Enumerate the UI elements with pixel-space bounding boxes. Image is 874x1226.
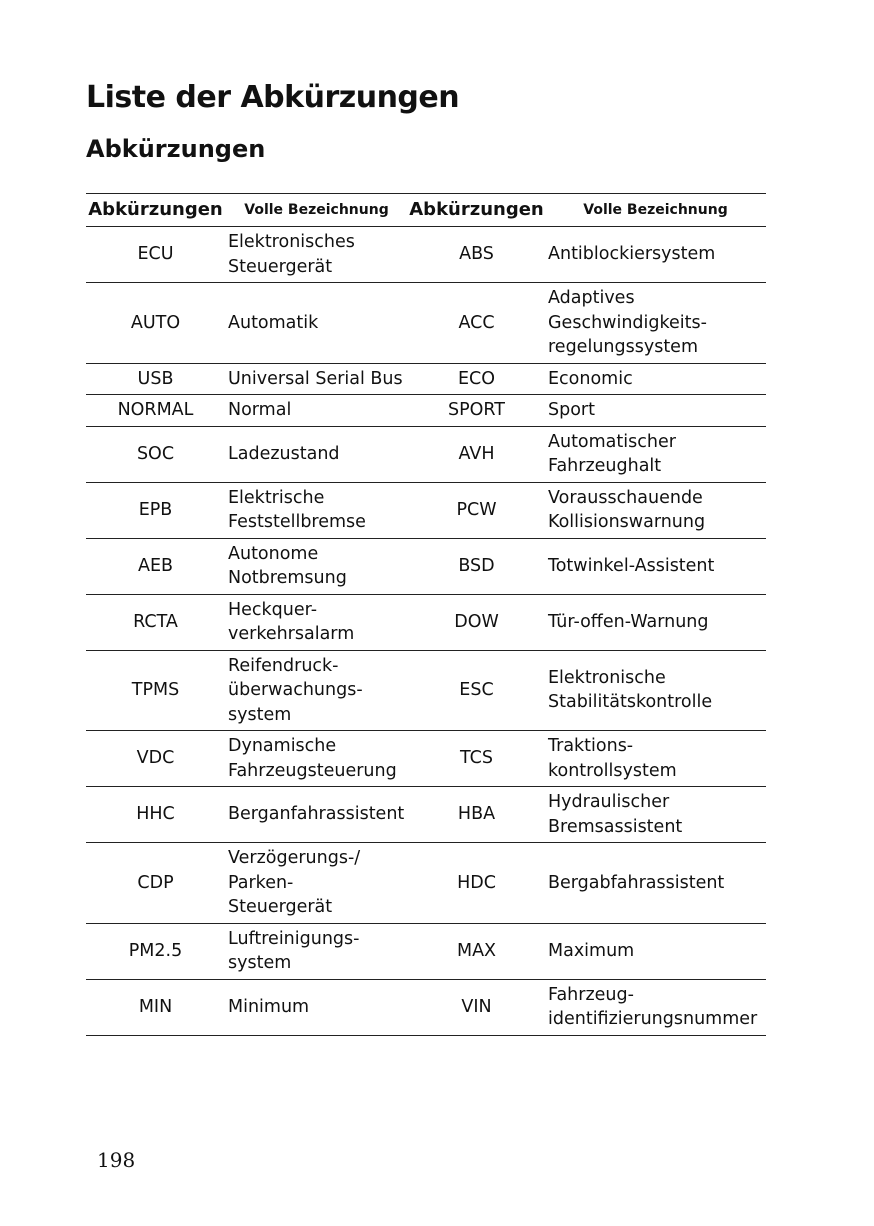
table-row: [86, 363, 766, 395]
table-row: [86, 650, 766, 731]
full-name-cell: [225, 979, 408, 1035]
abbreviation-cell: MAX: [456, 940, 497, 961]
full-name-line: system: [228, 953, 292, 973]
full-name-line: Totwinkel-Assistent: [548, 555, 715, 576]
full-name-cell: [225, 538, 408, 594]
abbreviation-cell: ECU: [137, 244, 174, 265]
full-name-line: Antiblockiersystem: [548, 244, 716, 265]
abbreviation-cell: BSD: [458, 555, 495, 576]
abbreviation-cell: VIN: [461, 996, 492, 1017]
full-name-cell: [545, 787, 766, 843]
full-name-line: Kollisionswarnung: [548, 512, 706, 532]
full-name-line: Feststellbremse: [228, 512, 366, 532]
full-name-line: Dynamische: [228, 736, 337, 756]
abbreviation-cell: ECO: [457, 368, 496, 389]
abbreviation-cell: HBA: [457, 804, 496, 825]
full-name-line: Adaptives: [548, 288, 635, 308]
full-name-line: Traktions-: [548, 736, 634, 756]
full-name-cell: [545, 395, 766, 427]
table-row: [86, 843, 766, 924]
full-name-line: Minimum: [228, 996, 310, 1017]
full-name-line: Fahrzeugsteuerung: [228, 760, 397, 781]
abbreviation-table: [86, 193, 766, 1036]
full-name-cell: [545, 538, 766, 594]
header-abbreviation-left: Abkürzungen: [88, 198, 223, 220]
full-name-cell: [545, 731, 766, 787]
abbreviation-cell: TCS: [460, 748, 493, 769]
full-name-cell: [545, 363, 766, 395]
full-name-cell: [225, 594, 408, 650]
full-name-cell: [545, 650, 766, 731]
full-name-line: Automatischer: [548, 431, 676, 452]
full-name-line: Bremsassistent: [548, 816, 683, 837]
table-row: [86, 979, 766, 1035]
full-name-cell: [545, 979, 766, 1035]
full-name-cell: [545, 227, 766, 283]
abbreviation-cell: USB: [137, 368, 174, 389]
table-row: [86, 923, 766, 979]
full-name-cell: [225, 227, 408, 283]
abbreviation-cell: ACC: [458, 312, 495, 333]
table-row: [86, 395, 766, 427]
full-name-line: Notbremsung: [228, 568, 347, 588]
full-name-line: Ladezustand: [228, 443, 340, 464]
abbreviation-cell: DOW: [454, 611, 499, 632]
abbreviation-cell: HDC: [457, 872, 496, 893]
full-name-line: Fahrzeughalt: [548, 456, 662, 476]
page-title: Liste der Abkürzungen: [86, 80, 460, 115]
full-name-line: Elektronische: [548, 667, 666, 688]
table-row: [86, 426, 766, 482]
full-name-line: Economic: [548, 368, 633, 389]
full-name-line: Parken-: [228, 872, 294, 893]
abbreviation-cell: TPMS: [131, 680, 180, 700]
full-name-line: Steuergerät: [228, 897, 333, 917]
full-name-cell: [545, 426, 766, 482]
full-name-line: Universal Serial Bus: [228, 368, 403, 389]
abbreviation-cell: SOC: [136, 443, 175, 464]
full-name-line: kontrollsystem: [548, 760, 677, 781]
full-name-cell: [225, 731, 408, 787]
header-abbreviation-right: Abkürzungen: [409, 198, 544, 220]
full-name-line: überwachungs-: [228, 680, 363, 700]
full-name-cell: [545, 482, 766, 538]
table-row: [86, 731, 766, 787]
full-name-line: Steuergerät: [228, 256, 333, 277]
table-row: [86, 482, 766, 538]
full-name-cell: [225, 482, 408, 538]
abbreviation-cell: AVH: [458, 443, 495, 464]
full-name-line: Heckquer-: [228, 599, 318, 620]
full-name-line: Tür-offen-Warnung: [548, 611, 709, 632]
table-row: [86, 283, 766, 364]
full-name-line: Berganfahrassistent: [228, 804, 405, 825]
full-name-cell: [225, 787, 408, 843]
table-row: [86, 538, 766, 594]
table-body: [86, 227, 766, 1036]
header-full-name-right: Volle Bezeichnung: [583, 201, 728, 218]
abbreviation-cell: HHC: [136, 804, 175, 825]
full-name-line: system: [228, 704, 292, 725]
full-name-line: Automatik: [228, 312, 319, 333]
full-name-line: Normal: [228, 400, 292, 420]
page-number: 198: [97, 1148, 136, 1172]
abbreviation-cell: CDP: [137, 872, 174, 893]
abbreviation-cell: ABS: [459, 244, 494, 265]
full-name-cell: [225, 426, 408, 482]
abbreviation-cell: AUTO: [130, 312, 181, 333]
full-name-cell: [545, 923, 766, 979]
full-name-cell: [225, 843, 408, 924]
abbreviation-cell: ESC: [459, 680, 494, 700]
full-name-cell: [545, 843, 766, 924]
full-name-line: Maximum: [548, 940, 635, 961]
abbreviation-cell: MIN: [138, 996, 173, 1017]
abbreviation-cell: AEB: [137, 555, 174, 576]
full-name-cell: [225, 363, 408, 395]
abbreviation-cell: RCTA: [133, 611, 178, 632]
full-name-line: Sport: [548, 400, 595, 420]
abbreviation-cell: SPORT: [447, 400, 505, 420]
header-full-name-left: Volle Bezeichnung: [244, 201, 389, 218]
abbreviation-cell: PM2.5: [128, 940, 183, 961]
full-name-line: Reifendruck-: [228, 655, 339, 676]
abbreviation-cell: PCW: [456, 499, 497, 520]
full-name-line: Stabilitätskontrolle: [548, 692, 713, 713]
full-name-line: regelungssystem: [548, 337, 698, 357]
full-name-cell: [225, 650, 408, 731]
table-header-row: [86, 194, 766, 227]
abbreviation-cell: VDC: [136, 748, 175, 769]
full-name-line: verkehrsalarm: [228, 624, 355, 644]
full-name-line: Bergabfahrassistent: [548, 872, 725, 893]
abbreviation-cell: NORMAL: [117, 400, 194, 420]
section-subtitle: Abkürzungen: [86, 135, 266, 163]
table-row: [86, 227, 766, 283]
full-name-line: Elektrische: [228, 487, 325, 508]
full-name-cell: [225, 395, 408, 427]
full-name-line: Fahrzeug-: [548, 984, 634, 1005]
full-name-line: Geschwindigkeits-: [548, 312, 707, 333]
full-name-cell: [545, 283, 766, 364]
full-name-line: Elektronisches: [228, 232, 355, 252]
full-name-cell: [225, 923, 408, 979]
full-name-cell: [225, 283, 408, 364]
full-name-cell: [545, 594, 766, 650]
full-name-line: Verzögerungs-/: [228, 848, 361, 868]
full-name-line: Luftreinigungs-: [228, 928, 360, 949]
table-row: [86, 787, 766, 843]
full-name-line: Vorausschauende: [548, 487, 703, 508]
table-row: [86, 594, 766, 650]
full-name-line: Autonome: [228, 543, 319, 564]
full-name-line: Hydraulischer: [548, 792, 670, 812]
abbreviation-cell: EPB: [138, 499, 173, 520]
full-name-line: identifizierungsnummer: [548, 1009, 758, 1029]
